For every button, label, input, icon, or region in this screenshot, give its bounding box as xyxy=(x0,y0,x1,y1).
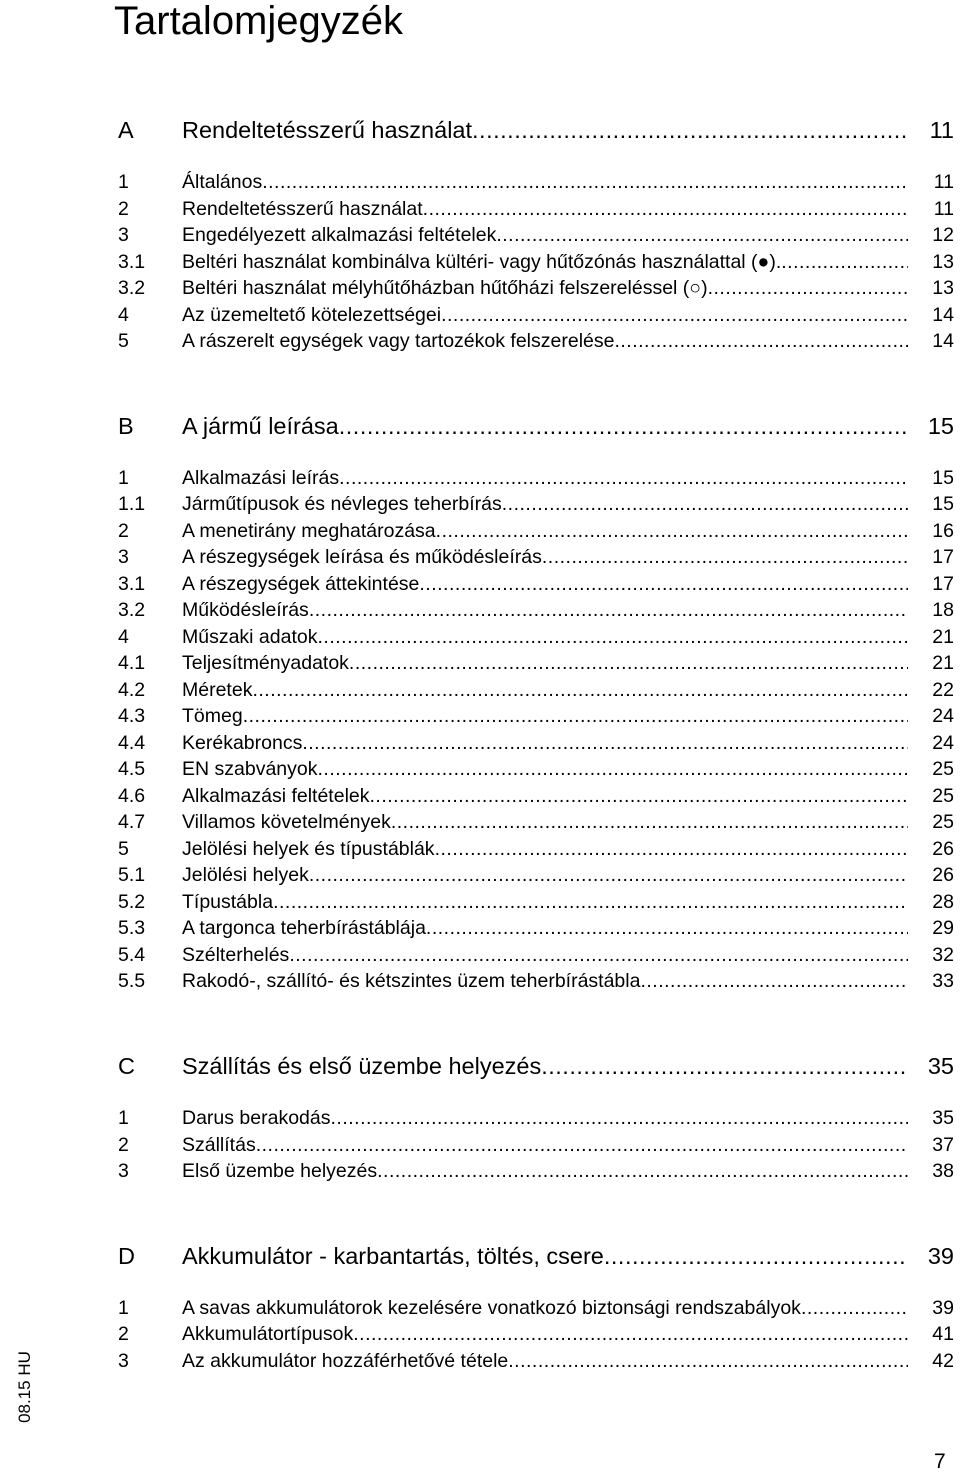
toc-entry[interactable] xyxy=(118,169,954,195)
dot-leader xyxy=(302,730,908,756)
entry-title: Rakodó-, szállító- és kétszintes üzem teherbírástábla xyxy=(182,970,641,992)
entry-number: 3.1 xyxy=(118,251,146,273)
entry-page: 14 xyxy=(932,330,954,352)
dot-leader xyxy=(391,809,908,835)
dot-leader xyxy=(426,915,908,941)
entry-page: 24 xyxy=(932,705,954,727)
entry-number: 4.6 xyxy=(118,785,146,807)
entry-title: Darus berakodás xyxy=(182,1107,331,1129)
section-page: 35 xyxy=(927,1053,954,1079)
entry-title: Beltéri használat mélyhűtőházban hűtőházi felszereléssel (○) xyxy=(182,277,708,299)
toc-entry[interactable] xyxy=(118,756,954,782)
entry-number: 3 xyxy=(118,1350,129,1372)
toc-entry[interactable] xyxy=(118,222,954,248)
toc-entry[interactable] xyxy=(118,650,954,676)
dot-leader xyxy=(349,650,908,676)
entry-number: 4.3 xyxy=(118,705,146,727)
dot-leader xyxy=(331,1105,909,1131)
toc-entry[interactable] xyxy=(118,328,954,354)
dot-leader xyxy=(243,703,908,729)
entry-number: 1 xyxy=(118,467,129,489)
toc-entry[interactable] xyxy=(118,809,954,835)
dot-leader xyxy=(441,302,908,328)
entry-number: 2 xyxy=(118,1323,129,1345)
dot-leader xyxy=(604,1241,908,1271)
toc-entry[interactable] xyxy=(118,1158,954,1184)
dot-leader xyxy=(423,196,908,222)
entry-page: 29 xyxy=(932,917,954,939)
entry-title: Első üzembe helyezés xyxy=(182,1160,378,1182)
entry-title: Méretek xyxy=(182,679,253,701)
toc-section-b[interactable] xyxy=(118,411,954,441)
entry-page: 22 xyxy=(932,679,954,701)
entry-title: Beltéri használat kombinálva kültéri- vagy hűtőzónás használattal (●). xyxy=(182,251,782,273)
entry-title: Alkalmazási feltételek xyxy=(182,785,370,807)
entry-number: 2 xyxy=(118,520,129,542)
toc-entry[interactable] xyxy=(118,196,954,222)
entry-number: 4 xyxy=(118,304,129,326)
entry-number: 3.2 xyxy=(118,599,146,621)
section-page: 15 xyxy=(927,413,954,439)
entry-title: Rendeltetésszerű használat xyxy=(182,198,423,220)
dot-leader xyxy=(614,328,908,354)
entry-number: 1 xyxy=(118,171,129,193)
toc-entry[interactable] xyxy=(118,275,954,301)
entry-title: Engedélyezett alkalmazási feltételek xyxy=(182,224,497,246)
entry-number: 3.1 xyxy=(118,573,146,595)
entry-number: 4.5 xyxy=(118,758,146,780)
toc-entry[interactable] xyxy=(118,862,954,888)
entry-title: Teljesítményadatok xyxy=(182,652,349,674)
entry-title: Kerékabroncs xyxy=(182,732,303,754)
entry-number: 3.2 xyxy=(118,277,146,299)
entry-page: 24 xyxy=(932,732,954,754)
entry-title: Jelölési helyek xyxy=(182,864,309,886)
dot-leader xyxy=(801,1295,908,1321)
entry-page: 41 xyxy=(932,1323,954,1345)
entry-number: 4.4 xyxy=(118,732,146,754)
entry-title: A rászerelt egységek vagy tartozékok felszerelése xyxy=(182,330,615,352)
toc-entry[interactable] xyxy=(118,1321,954,1347)
entry-page: 33 xyxy=(932,970,954,992)
entry-number: 5.2 xyxy=(118,891,146,913)
section-title: A jármű leírása xyxy=(182,413,339,439)
toc-entry[interactable] xyxy=(118,677,954,703)
entry-page: 18 xyxy=(932,599,954,621)
dot-leader xyxy=(289,942,908,968)
toc-entry[interactable] xyxy=(118,518,954,544)
toc-entry[interactable] xyxy=(118,968,954,994)
dot-leader xyxy=(273,889,908,915)
section-title: Rendeltetésszerű használat xyxy=(182,117,473,143)
entry-page: 25 xyxy=(932,758,954,780)
entry-page: 16 xyxy=(932,520,954,542)
entry-title: Működésleírás xyxy=(182,599,309,621)
document-code: 08.15 HU xyxy=(15,1351,34,1423)
entry-title: Szélterhelés xyxy=(182,944,290,966)
entry-title: Villamos követelmények xyxy=(182,811,391,833)
toc-entry[interactable] xyxy=(118,249,954,275)
section-page: 39 xyxy=(927,1243,954,1269)
toc-entry[interactable] xyxy=(118,544,954,570)
entry-page: 35 xyxy=(932,1107,954,1129)
toc-entry[interactable] xyxy=(118,1348,954,1374)
entry-number: 2 xyxy=(118,198,129,220)
entry-title: Jelölési helyek és típustáblák xyxy=(182,838,435,860)
entry-title: A savas akkumulátorok kezelésére vonatkozó biztonsági rendszabályok xyxy=(182,1297,801,1319)
dot-leader xyxy=(252,677,908,703)
entry-page: 21 xyxy=(932,652,954,674)
toc-entry[interactable] xyxy=(118,942,954,968)
dot-leader xyxy=(309,862,908,888)
toc-entry[interactable] xyxy=(118,1132,954,1158)
section-letter: D xyxy=(118,1243,135,1269)
dot-leader xyxy=(436,518,908,544)
page-title: Tartalomjegyzék xyxy=(114,0,404,43)
entry-title: Típustábla xyxy=(182,891,274,913)
toc-entry[interactable] xyxy=(118,889,954,915)
toc-entry[interactable] xyxy=(118,624,954,650)
entry-number: 5.3 xyxy=(118,917,146,939)
entry-number: 5 xyxy=(118,838,129,860)
dot-leader xyxy=(508,1348,908,1374)
toc-entry[interactable] xyxy=(118,302,954,328)
entry-number: 5 xyxy=(118,330,129,352)
entry-page: 21 xyxy=(932,626,954,648)
toc-section-c[interactable] xyxy=(118,1051,954,1081)
toc-entry[interactable] xyxy=(118,465,954,491)
entry-number: 5.5 xyxy=(118,970,146,992)
section-letter: C xyxy=(118,1053,135,1079)
entry-number: 5.1 xyxy=(118,864,146,886)
dot-leader xyxy=(339,411,908,441)
dot-leader xyxy=(496,222,908,248)
entry-number: 3 xyxy=(118,1160,129,1182)
dot-leader xyxy=(708,275,908,301)
dot-leader xyxy=(317,756,908,782)
section-letter: B xyxy=(118,413,134,439)
toc-entry[interactable] xyxy=(118,571,954,597)
entry-page: 25 xyxy=(932,785,954,807)
entry-title: Alkalmazási leírás xyxy=(182,467,340,489)
dot-leader xyxy=(435,836,908,862)
section-title: Szállítás és első üzembe helyezés xyxy=(182,1053,542,1079)
section-title: Akkumulátor - karbantartás, töltés, csere xyxy=(182,1243,604,1269)
entry-number: 1 xyxy=(118,1107,129,1129)
section-page: 11 xyxy=(929,117,954,143)
entry-title: Az üzemeltető kötelezettségei xyxy=(182,304,442,326)
entry-number: 1.1 xyxy=(118,493,146,515)
dot-leader xyxy=(781,249,908,275)
page-number: 7 xyxy=(934,1450,946,1473)
section-letter: A xyxy=(118,117,134,143)
entry-page: 37 xyxy=(932,1134,954,1156)
entry-number: 5.4 xyxy=(118,944,146,966)
entry-title: Műszaki adatok xyxy=(182,626,318,648)
entry-number: 2 xyxy=(118,1134,129,1156)
entry-title: Általános xyxy=(182,171,263,193)
entry-title: A részegységek áttekintése xyxy=(182,573,420,595)
dot-leader xyxy=(542,544,908,570)
entry-page: 42 xyxy=(932,1350,954,1372)
dot-leader xyxy=(353,1321,908,1347)
entry-page: 13 xyxy=(932,277,954,299)
dot-leader xyxy=(262,169,908,195)
entry-page: 12 xyxy=(932,224,954,246)
entry-number: 4.2 xyxy=(118,679,146,701)
entry-page: 17 xyxy=(932,546,954,568)
entry-title: Akkumulátortípusok xyxy=(182,1323,354,1345)
entry-title: Tömeg xyxy=(182,705,243,727)
dot-leader xyxy=(317,624,908,650)
dot-leader xyxy=(339,465,908,491)
entry-page: 13 xyxy=(932,251,954,273)
entry-page: 14 xyxy=(932,304,954,326)
dot-leader xyxy=(472,115,908,145)
toc-entry[interactable] xyxy=(118,783,954,809)
dot-leader xyxy=(256,1132,908,1158)
entry-page: 26 xyxy=(932,864,954,886)
dot-leader xyxy=(419,571,908,597)
entry-number: 3 xyxy=(118,224,129,246)
dot-leader xyxy=(370,783,909,809)
entry-page: 32 xyxy=(932,944,954,966)
entry-title: Szállítás xyxy=(182,1134,256,1156)
entry-title: EN szabványok xyxy=(182,758,318,780)
entry-title: Az akkumulátor hozzáférhetővé tétele xyxy=(182,1350,509,1372)
entry-number: 3 xyxy=(118,546,129,568)
entry-page: 39 xyxy=(932,1297,954,1319)
entry-page: 38 xyxy=(932,1160,954,1182)
toc-section-a[interactable] xyxy=(118,115,954,145)
entry-title: A menetirány meghatározása xyxy=(182,520,436,542)
entry-page: 15 xyxy=(932,493,954,515)
toc-entry[interactable] xyxy=(118,730,954,756)
entry-page: 25 xyxy=(932,811,954,833)
dot-leader xyxy=(377,1158,908,1184)
entry-page: 26 xyxy=(932,838,954,860)
entry-title: A részegységek leírása és működésleírás xyxy=(182,546,542,568)
dot-leader xyxy=(541,1051,908,1081)
entry-page: 28 xyxy=(932,891,954,913)
toc-entry[interactable] xyxy=(118,703,954,729)
dot-leader xyxy=(309,597,908,623)
entry-page: 11 xyxy=(933,198,954,220)
entry-number: 1 xyxy=(118,1297,129,1319)
entry-title: A targonca teherbírástáblája xyxy=(182,917,426,939)
entry-number: 4 xyxy=(118,626,129,648)
entry-page: 11 xyxy=(933,171,954,193)
dot-leader xyxy=(502,491,908,517)
entry-page: 15 xyxy=(932,467,954,489)
entry-title: Járműtípusok és névleges teherbírás xyxy=(182,493,502,515)
dot-leader xyxy=(640,968,908,994)
toc-section-d[interactable] xyxy=(118,1241,954,1271)
toc-entry[interactable] xyxy=(118,1105,954,1131)
entry-page: 17 xyxy=(932,573,954,595)
toc-entry[interactable] xyxy=(118,491,954,517)
toc-entry[interactable] xyxy=(118,915,954,941)
toc-entry[interactable] xyxy=(118,597,954,623)
entry-number: 4.7 xyxy=(118,811,146,833)
entry-number: 4.1 xyxy=(118,652,146,674)
toc-entry[interactable] xyxy=(118,836,954,862)
toc-entry[interactable] xyxy=(118,1295,954,1321)
